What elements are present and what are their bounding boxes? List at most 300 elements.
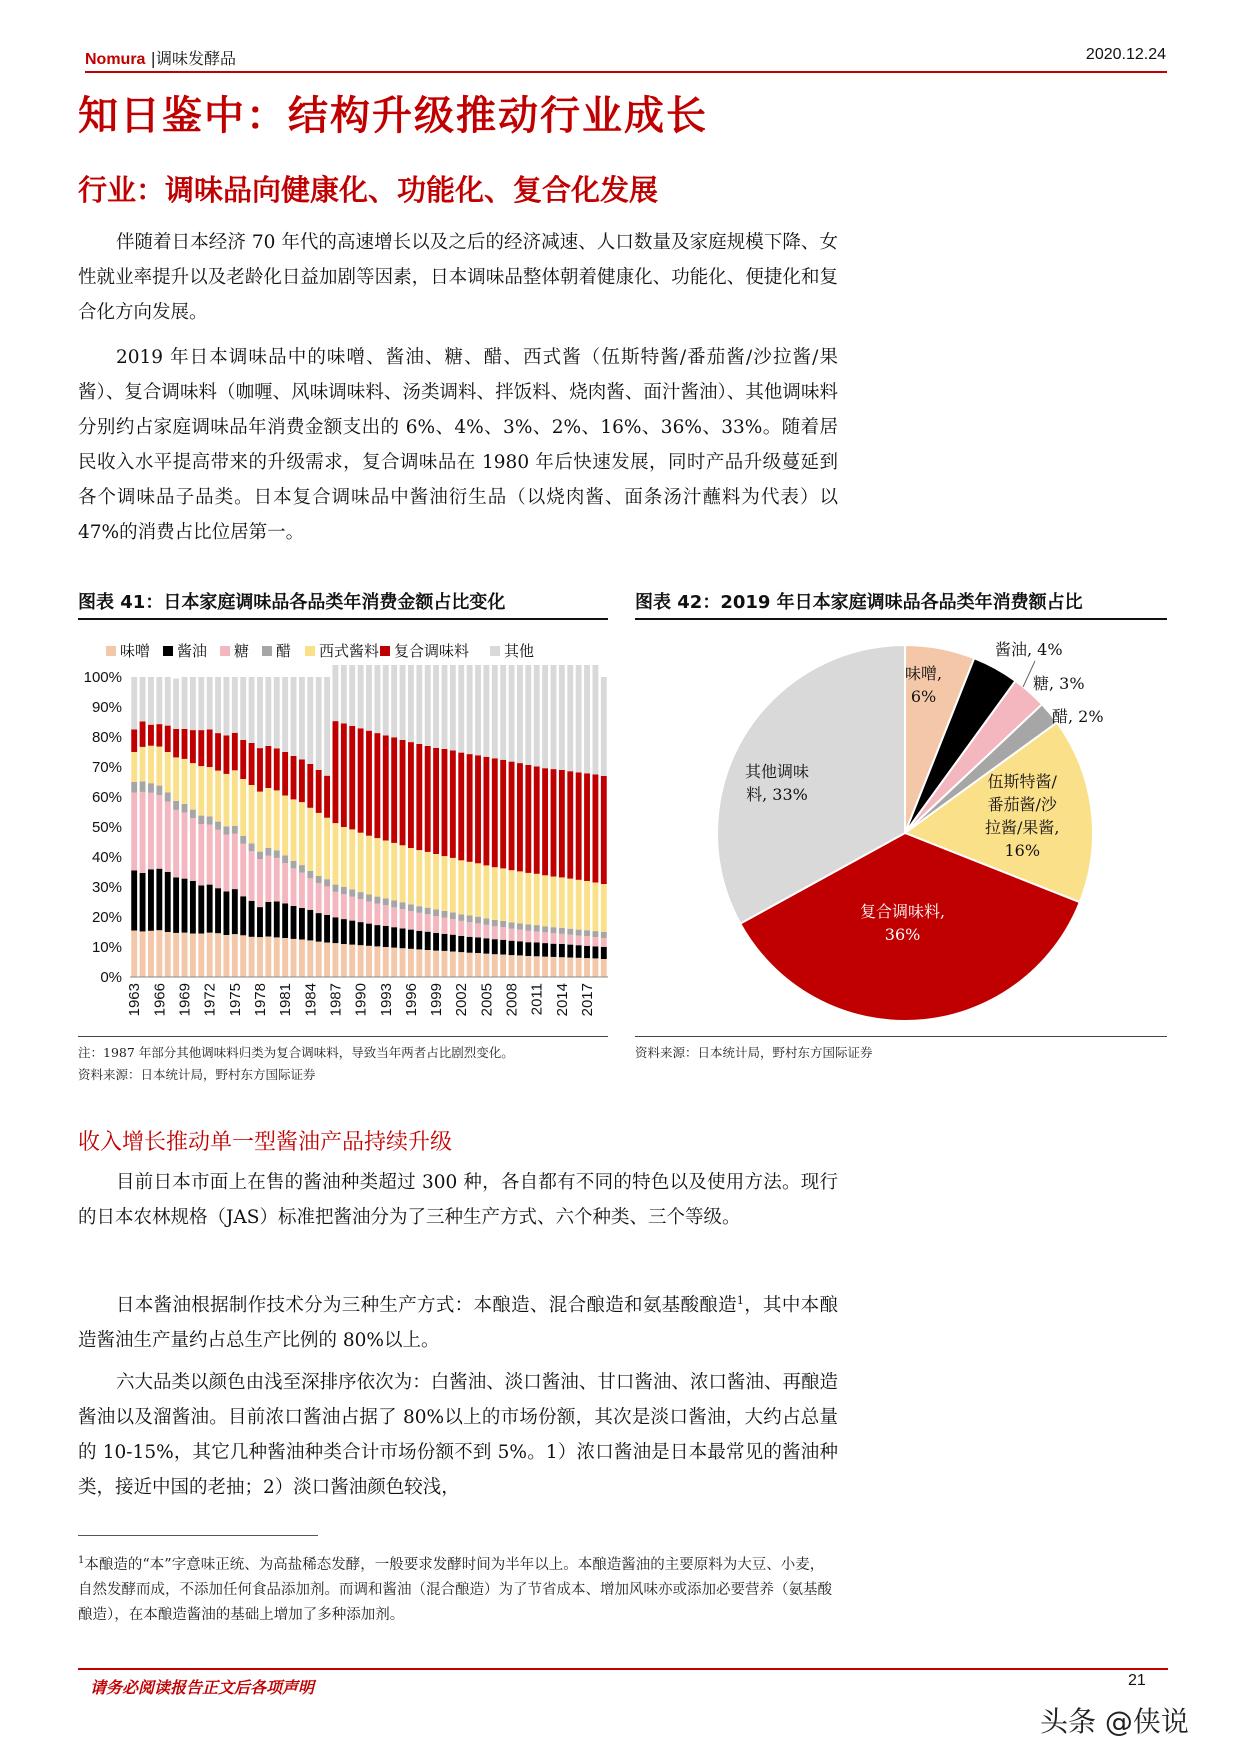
- bar-segment: [584, 946, 590, 958]
- pie-label-line: 36%: [884, 925, 921, 944]
- bar-segment: [383, 947, 389, 977]
- bar-segment: [299, 760, 305, 803]
- x-tick-label: 1978: [252, 983, 269, 1017]
- bar-segment: [509, 665, 515, 762]
- bar-segment: [458, 665, 464, 753]
- bar-segment: [265, 677, 271, 746]
- figure-41-source: 资料来源：日本统计局，野村东方国际证券: [78, 1067, 316, 1082]
- bar-segment: [257, 937, 263, 977]
- bar-segment: [374, 946, 380, 977]
- bar-segment: [442, 918, 448, 934]
- bar-segment: [341, 724, 347, 828]
- x-tick-label: 1972: [201, 983, 219, 1017]
- bar-segment: [265, 856, 271, 903]
- pie-label-line: 6%: [910, 687, 937, 706]
- bar-segment: [274, 748, 280, 790]
- bar-segment: [215, 733, 221, 771]
- bar-segment: [525, 925, 531, 931]
- pie-label-line: 其他调味: [745, 762, 810, 781]
- bar-segment: [131, 931, 137, 978]
- pie-slice-label: [1052, 705, 1104, 728]
- x-tick-label: 2008: [503, 983, 521, 1017]
- bar-segment: [467, 862, 473, 916]
- bar-segment: [324, 776, 330, 818]
- bar-segment: [408, 904, 414, 911]
- bar-segment: [492, 954, 498, 977]
- bar-segment: [224, 677, 230, 736]
- bar-segment: [551, 927, 557, 933]
- bar-segment: [416, 665, 422, 744]
- bar-segment: [148, 725, 154, 746]
- y-tick-label: 20%: [91, 909, 122, 926]
- footer-rule: [78, 1668, 1168, 1670]
- bar-segment: [534, 931, 540, 942]
- footnote-rule: [78, 1535, 318, 1536]
- bar-segment: [467, 665, 473, 754]
- bar-segment: [282, 677, 288, 752]
- pie-slice-label: [995, 638, 1063, 661]
- header-date: 2020.12.24: [1085, 46, 1166, 63]
- bar-segment: [517, 941, 523, 955]
- paragraph-1: 伴随着日本经济 70 年代的高速增长以及之后的经济减速、人口数量及家庭规模下降、女性就业率提升以及老龄化日益加剧等因素，日本调味品整体朝着健康化、功能化、便捷化和复合化方向发展。: [78, 232, 838, 323]
- header-brand: [85, 46, 236, 69]
- bar-segment: [131, 730, 137, 753]
- bar-segment: [567, 935, 573, 945]
- bar-segment: [307, 940, 313, 977]
- bar-segment: [333, 721, 339, 823]
- legend-item: [490, 640, 534, 661]
- x-tick-label: 1963: [126, 983, 144, 1017]
- bar-segment: [274, 937, 280, 977]
- bar-segment: [442, 911, 448, 918]
- legend-label: 酱油: [177, 642, 208, 660]
- bar-segment: [148, 931, 154, 977]
- paragraph-2: 2019 年日本调味品中的味噌、酱油、糖、醋、西式酱（伍斯特酱/番茄酱/沙拉酱/果酱）、复合调味料（咖喱、风味调味料、汤类调料、拌饭料、烧肉酱、面汁酱油）、其他调味料分别约占家庭调味品年消费金额支出的 6%、4%、3%、2%、16%、36%、33%。随着居民收入水平提高带来的升级需求，复合调味品在 1980 年后快速发展，同时产品升级蔓延到各个调味品子品类。日本复合调味品中酱油衍生品（以烧肉酱、面条汤汁蘸料为代表）以 47%的消费占比位居第一。: [78, 347, 838, 543]
- bar-segment: [274, 677, 280, 748]
- bar-segment: [249, 743, 255, 785]
- bar-segment: [274, 850, 280, 858]
- bar-segment: [458, 914, 464, 921]
- bar-segment: [433, 748, 439, 854]
- bar-segment: [182, 804, 188, 813]
- bar-segment: [400, 740, 406, 845]
- bar-segment: [299, 802, 305, 865]
- bar-segment: [500, 927, 506, 940]
- bar-segment: [349, 889, 355, 896]
- bar-segment: [224, 935, 230, 977]
- bar-segment: [492, 920, 498, 926]
- bar-segment: [433, 665, 439, 748]
- bar-segment: [291, 861, 297, 869]
- bar-segment: [232, 677, 238, 733]
- watermark: 头条 @侠说: [1040, 1705, 1189, 1738]
- bar-segment: [551, 957, 557, 977]
- bar-segment: [358, 665, 364, 728]
- bar-segment: [182, 813, 188, 879]
- bar-segment: [156, 724, 162, 747]
- bar-segment: [182, 879, 188, 933]
- page-title: 知日鉴中：结构升级推动行业成长: [78, 92, 708, 139]
- y-tick-label: 70%: [91, 759, 122, 776]
- bar-segment: [190, 934, 196, 978]
- bar-segment: [517, 871, 523, 923]
- bar-segment: [291, 677, 297, 756]
- bar-segment: [400, 948, 406, 977]
- bar-segment: [601, 677, 607, 776]
- bar-segment: [316, 813, 322, 876]
- bar-segment: [416, 744, 422, 850]
- bar-segment: [232, 934, 238, 977]
- bar-segment: [249, 937, 255, 977]
- bar-segment: [391, 737, 397, 843]
- bar-segment: [224, 892, 230, 936]
- x-tick-label: 1984: [302, 983, 320, 1017]
- x-tick-label: 1969: [176, 983, 194, 1017]
- bar-segment: [525, 765, 531, 873]
- footnote-text: 本酿造的“本”字意味正统、为高盐稀态发酵，一般要求发酵时间为半年以上。本酿造酱油的主要原料为大豆、小麦，自然发酵而成，不添加任何食品添加剂。而调和酱油（混合酿造）为了节省成本、增加风味亦或添加必要营养（氨基酸酿造），在本酿造酱油的基础上增加了多种添加剂。: [78, 1556, 832, 1623]
- bar-segment: [383, 905, 389, 926]
- bar-segment: [291, 799, 297, 861]
- header-rule: [85, 71, 1167, 73]
- bar-segment: [374, 897, 380, 904]
- bar-segment: [316, 942, 322, 977]
- bar-segment: [148, 793, 154, 870]
- bar-segment: [509, 955, 515, 977]
- bar-segment: [257, 677, 263, 748]
- bar-segment: [307, 808, 313, 871]
- bar-segment: [341, 919, 347, 944]
- bar-segment: [207, 933, 213, 977]
- header-category: 调味发酵品: [155, 49, 236, 68]
- bar-segment: [224, 826, 230, 834]
- x-tick-label: 2017: [579, 983, 596, 1017]
- bar-segment: [584, 773, 590, 881]
- bar-segment: [265, 848, 271, 856]
- bar-segment: [374, 733, 380, 838]
- bar-segment: [458, 753, 464, 861]
- bar-segment: [198, 730, 204, 766]
- page-number: 21: [1128, 1672, 1146, 1689]
- x-tick-label: 2005: [478, 983, 496, 1017]
- legend-item: [380, 640, 469, 661]
- bar-segment: [215, 888, 221, 933]
- bar-segment: [467, 922, 473, 937]
- bar-segment: [341, 894, 347, 919]
- bar-segment: [542, 768, 548, 875]
- bar-segment: [542, 932, 548, 943]
- bar-segment: [140, 931, 146, 977]
- bar-segment: [333, 823, 339, 885]
- x-tick-label: 2014: [553, 983, 571, 1017]
- bar-segment: [442, 749, 448, 856]
- bar-segment: [291, 868, 297, 906]
- bar-segment: [467, 953, 473, 977]
- figure-41-bottom-rule: [78, 1036, 608, 1037]
- bar-segment: [291, 906, 297, 939]
- bar-segment: [140, 721, 146, 747]
- bar-segment: [450, 858, 456, 913]
- bar-segment: [349, 726, 355, 830]
- bar-segment: [156, 869, 162, 931]
- bar-segment: [324, 943, 330, 978]
- bar-segment: [467, 754, 473, 862]
- bar-segment: [341, 665, 347, 724]
- bar-segment: [358, 892, 364, 899]
- legend-swatch: [305, 646, 315, 656]
- bar-segment: [265, 746, 271, 788]
- legend-item: [262, 640, 291, 661]
- bar-segment: [483, 865, 489, 918]
- bar-segment: [483, 954, 489, 977]
- bar-segment: [425, 852, 431, 908]
- bar-segment: [215, 771, 221, 822]
- bar-segment: [148, 677, 154, 725]
- x-tick-label: 1975: [226, 983, 244, 1017]
- x-tick-label: 1996: [402, 983, 420, 1017]
- bar-segment: [198, 934, 204, 978]
- bar-segment: [156, 747, 162, 786]
- bar-segment: [316, 770, 322, 813]
- bar-segment: [148, 746, 154, 784]
- bar-segment: [559, 957, 565, 977]
- bar-segment: [483, 665, 489, 757]
- bar-segment: [408, 911, 414, 930]
- bar-segment: [542, 926, 548, 932]
- bar-segment: [425, 665, 431, 746]
- y-tick-label: 30%: [91, 879, 122, 896]
- bar-segment: [450, 935, 456, 952]
- bar-segment: [282, 904, 288, 939]
- bar-segment: [265, 902, 271, 937]
- bar-segment: [341, 944, 347, 977]
- bar-segment: [567, 879, 573, 929]
- bar-segment: [500, 760, 506, 869]
- bar-segment: [190, 881, 196, 934]
- bar-segment: [282, 938, 288, 977]
- bar-segment: [282, 752, 288, 796]
- bar-segment: [341, 887, 347, 894]
- legend-item: [106, 640, 150, 661]
- bar-segment: [240, 935, 246, 977]
- bar-segment: [156, 677, 162, 724]
- bar-segment: [492, 665, 498, 758]
- pie-slice-label: [745, 760, 809, 806]
- bar-segment: [416, 906, 422, 913]
- y-tick-label: 100%: [83, 669, 122, 686]
- paragraph-5: 六大品类以颜色由浅至深排序依次为：白酱油、淡口酱油、甘口酱油、浓口酱油、再酿造酱油以及溜酱油。目前浓口酱油占据了 80%以上的市场份额，其次是淡口酱油，大约占总量的 10-15%，其它几种酱油种类合计市场份额不到 5%。1）浓口酱油是日本最常见的酱油种类，接近中国的老抽；2）淡口酱油颜色较浅，: [78, 1372, 838, 1498]
- bar-segment: [165, 872, 171, 932]
- bar-segment: [173, 757, 179, 801]
- y-tick-label: 40%: [91, 849, 122, 866]
- bar-segment: [366, 665, 372, 731]
- pie-label-line: 拉酱/果酱,: [985, 818, 1060, 837]
- bar-segment: [483, 925, 489, 939]
- bar-segment: [517, 955, 523, 977]
- pie-slice-label: [1033, 672, 1085, 695]
- bar-segment: [467, 916, 473, 923]
- bar-segment: [534, 874, 540, 925]
- bar-segment: [442, 934, 448, 951]
- bar-segment: [559, 928, 565, 934]
- legend-label: 味噌: [120, 642, 151, 660]
- figure-42-source: 资料来源：日本统计局，野村东方国际证券: [635, 1045, 873, 1060]
- bar-segment: [601, 938, 607, 947]
- bar-segment: [592, 775, 598, 883]
- bar-segment: [333, 917, 339, 943]
- bar-segment: [584, 930, 590, 936]
- bar-segment: [224, 835, 230, 892]
- pie-label-line: 醋, 2%: [1052, 707, 1104, 726]
- bar-segment: [442, 951, 448, 977]
- bar-segment: [425, 914, 431, 931]
- bar-segment: [534, 956, 540, 977]
- bar-segment: [198, 824, 204, 886]
- bar-segment: [257, 907, 263, 937]
- bar-segment: [374, 904, 380, 926]
- paragraph-4-text-a: 日本酱油根据制作技术分为三种生产方式：本酿造、混合酿造和氨基酸酿造: [116, 1295, 737, 1317]
- paragraph-3: 目前日本市面上在售的酱油种类超过 300 种，各自都有不同的特色以及使用方法。现行的日本农林规格（JAS）标准把酱油分为了三种生产方式、六个种类、三个等级。: [78, 1172, 838, 1228]
- bar-segment: [148, 869, 154, 931]
- bar-segment: [299, 940, 305, 978]
- legend-swatch: [262, 646, 272, 656]
- y-tick-label: 10%: [91, 939, 122, 956]
- pie-label-line: 16%: [1004, 841, 1041, 860]
- section-title: 行业：调味品向健康化、功能化、复合化发展: [78, 173, 659, 207]
- bar-segment: [442, 665, 448, 749]
- bar-segment: [584, 881, 590, 930]
- legend-swatch: [490, 646, 500, 656]
- bar-segment: [592, 937, 598, 946]
- bar-segment: [433, 854, 439, 910]
- bar-segment: [408, 848, 414, 904]
- bar-segment: [450, 913, 456, 920]
- bar-segment: [324, 818, 330, 880]
- bar-segment: [190, 810, 196, 818]
- pie-label-line: 料, 33%: [746, 785, 808, 804]
- bar-segment: [249, 785, 255, 844]
- bar-segment: [492, 758, 498, 867]
- bar-segment: [316, 913, 322, 942]
- bar-segment: [542, 943, 548, 957]
- pie-slice-label: [860, 900, 945, 946]
- bar-segment: [207, 817, 213, 825]
- bar-segment: [324, 879, 330, 886]
- bar-segment: [165, 726, 171, 752]
- bar-segment: [458, 921, 464, 936]
- x-tick-label: 1993: [377, 983, 395, 1017]
- bar-segment: [408, 949, 414, 977]
- bar-segment: [257, 859, 263, 907]
- bar-segment: [475, 917, 481, 924]
- y-tick-label: 90%: [91, 699, 122, 716]
- bar-segment: [567, 665, 573, 771]
- bar-segment: [542, 875, 548, 926]
- bar-segment: [509, 941, 515, 955]
- bar-segment: [366, 901, 372, 923]
- figure-41-rule: [78, 618, 608, 620]
- bar-segment: [358, 899, 364, 922]
- legend-label: 醋: [276, 642, 292, 660]
- bar-segment: [576, 880, 582, 930]
- bar-segment: [374, 665, 380, 733]
- bar-segment: [592, 958, 598, 977]
- bar-segment: [592, 946, 598, 958]
- bar-segment: [316, 876, 322, 883]
- bar-segment: [559, 770, 565, 877]
- bar-segment: [249, 851, 255, 901]
- pie-slice-label: [985, 770, 1059, 862]
- bar-segment: [475, 755, 481, 863]
- bar-segment: [140, 873, 146, 932]
- figure-41-stacked-bar-chart: [60, 665, 620, 1035]
- bar-segment: [165, 677, 171, 726]
- bar-segment: [131, 752, 137, 782]
- pie-label-line: 味噌,: [905, 664, 943, 683]
- bar-segment: [156, 795, 162, 869]
- bar-segment: [366, 895, 372, 902]
- bar-segment: [576, 930, 582, 936]
- bar-segment: [173, 877, 179, 933]
- bar-segment: [534, 766, 540, 873]
- bar-segment: [576, 772, 582, 879]
- bar-segment: [559, 665, 565, 770]
- bar-segment: [542, 665, 548, 768]
- bar-segment: [551, 933, 557, 944]
- bar-segment: [291, 939, 297, 977]
- bar-segment: [383, 736, 389, 841]
- bar-segment: [517, 923, 523, 929]
- paragraph-4: [78, 1283, 838, 1358]
- bar-segment: [525, 873, 531, 925]
- bar-segment: [190, 818, 196, 881]
- bar-segment: [458, 936, 464, 952]
- bar-segment: [240, 677, 246, 740]
- bar-segment: [156, 930, 162, 977]
- bar-segment: [198, 886, 204, 934]
- bar-segment: [140, 677, 146, 721]
- figure-41-title: 图表 41：日本家庭调味品各品类年消费金额占比变化: [78, 592, 506, 613]
- bar-segment: [173, 810, 179, 878]
- bar-segment: [358, 922, 364, 945]
- bar-segment: [433, 933, 439, 951]
- legend-swatch: [220, 646, 230, 656]
- bar-segment: [299, 677, 305, 760]
- x-tick-label: 1981: [277, 983, 295, 1017]
- bar-segment: [349, 829, 355, 889]
- figure-42-pie-chart: [635, 625, 1167, 1035]
- bar-segment: [408, 742, 414, 848]
- bar-segment: [240, 740, 246, 779]
- bar-segment: [307, 677, 313, 764]
- bar-segment: [173, 801, 179, 810]
- bar-segment: [475, 923, 481, 937]
- bar-segment: [525, 956, 531, 977]
- bar-segment: [601, 947, 607, 959]
- bar-segment: [416, 913, 422, 931]
- bar-segment: [567, 958, 573, 978]
- bar-segment: [383, 898, 389, 905]
- bar-segment: [559, 877, 565, 927]
- bar-segment: [492, 867, 498, 920]
- bar-segment: [383, 926, 389, 947]
- bar-segment: [433, 916, 439, 933]
- bar-segment: [274, 858, 280, 902]
- bar-segment: [400, 845, 406, 902]
- bar-segment: [282, 863, 288, 904]
- bar-segment: [366, 731, 372, 836]
- bar-segment: [492, 926, 498, 939]
- bar-segment: [509, 870, 515, 922]
